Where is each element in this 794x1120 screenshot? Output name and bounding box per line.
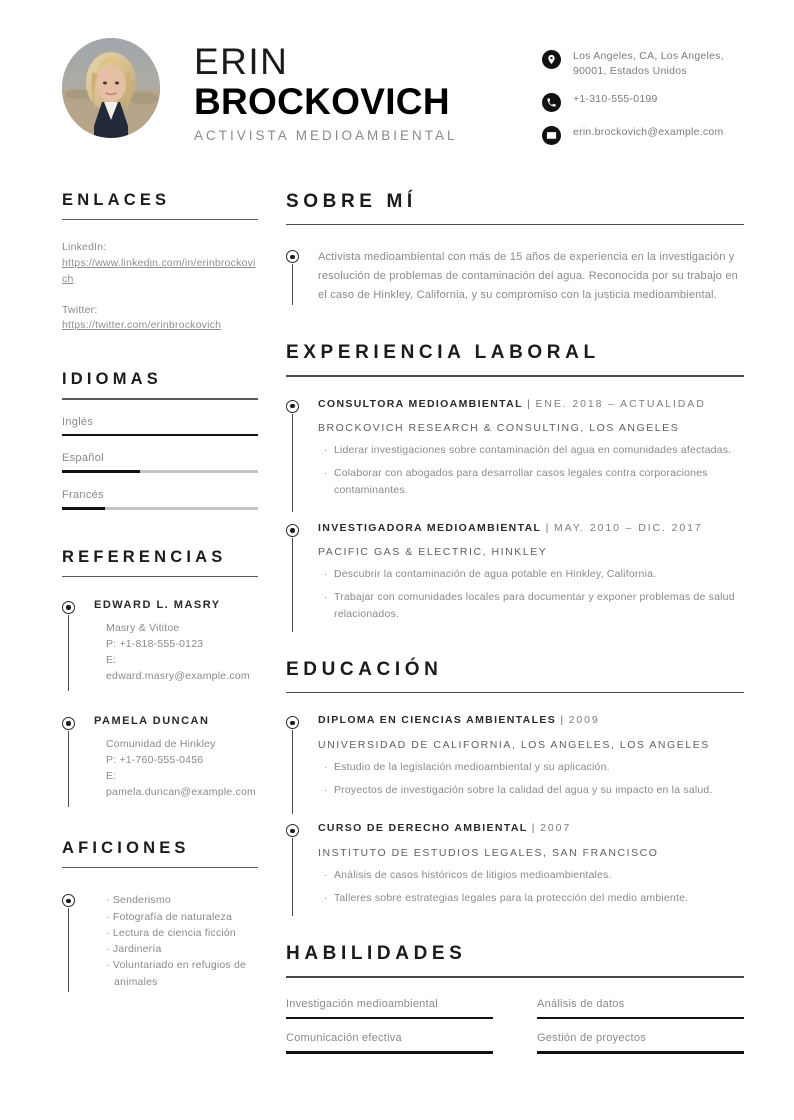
education-degree: DIPLOMA EN CIENCIAS AMBIENTALES xyxy=(318,714,557,727)
experience-date: ENE. 2018 – ACTUALIDAD xyxy=(535,397,706,410)
timeline-marker-icon xyxy=(286,824,299,837)
resume-body xyxy=(0,191,794,1067)
about-text: Activista medioambiental con más de 15 años de experiencia en la investigación y resolución de problemas de contaminación del agua. Reconocida por su trabajo en el caso de Hinkley, California, y su compromiso con la justicia medioambiental. xyxy=(318,251,739,302)
timeline-line xyxy=(292,264,293,305)
timeline-marker-icon xyxy=(62,717,75,730)
main-column xyxy=(286,191,744,1067)
name-block xyxy=(194,38,494,143)
location-pin-icon xyxy=(542,50,561,69)
address-text: Los Angeles, CA, Los Angeles, 90001, Estados Unidos xyxy=(573,50,724,77)
experience-bullets xyxy=(318,442,744,498)
link-item xyxy=(62,240,258,287)
timeline-marker-icon xyxy=(286,716,299,729)
education-date: 2009 xyxy=(568,714,600,727)
section-rule xyxy=(62,219,258,221)
section-rule xyxy=(286,692,744,694)
section-title-about: SOBRE MÍ xyxy=(286,190,417,212)
section-references xyxy=(62,548,258,801)
skill-name: Análisis de datos xyxy=(537,997,625,1010)
section-rule xyxy=(62,576,258,578)
section-hobbies xyxy=(62,839,258,990)
timeline-line xyxy=(68,908,69,992)
bullet-item: · Trabajar con comunidades locales para documentar y exponer problemas de salud relacionados. xyxy=(324,591,735,620)
education-item xyxy=(286,822,744,906)
section-title-experience: EXPERIENCIA LABORAL xyxy=(286,342,600,364)
reference-org: Comunidad de Hinkley xyxy=(106,737,216,750)
reference-email: E: edward.masry@example.com xyxy=(106,654,250,682)
language-bar xyxy=(62,470,258,473)
timeline-marker-icon xyxy=(62,601,75,614)
timeline-marker-icon xyxy=(286,250,299,263)
list-item: · Fotografía de naturaleza xyxy=(106,910,233,923)
contact-block xyxy=(542,38,744,145)
education-org: INSTITUTO DE ESTUDIOS LEGALES, SAN FRANCISCO xyxy=(318,846,659,859)
section-title-languages: IDIOMAS xyxy=(62,370,162,389)
bullet-item: · Proyectos de investigación sobre la calidad del agua y su impacto en la salud. xyxy=(324,784,713,797)
bullet-item: · Talleres sobre estrategias legales para la protección del medio ambiente. xyxy=(324,891,689,904)
bullet-item: · Análisis de casos históricos de litigios medioambientales. xyxy=(324,868,612,881)
skill-name: Gestión de proyectos xyxy=(537,1032,646,1045)
reference-name: EDWARD L. MASRY xyxy=(94,599,221,612)
skill-bar-fill xyxy=(286,1051,493,1054)
first-name: ERIN xyxy=(194,41,289,82)
section-title-references: REFERENCIAS xyxy=(62,547,227,566)
reference-phone: P: +1-818-555-0123 xyxy=(106,638,204,651)
timeline-marker-icon xyxy=(286,524,299,537)
reference-details xyxy=(94,737,258,801)
section-title-education: EDUCACIÓN xyxy=(286,658,443,680)
list-item: · Senderismo xyxy=(106,894,171,907)
timeline-line xyxy=(292,538,293,632)
section-about xyxy=(286,191,744,305)
contact-email xyxy=(542,125,744,145)
link-label: LinkedIn: xyxy=(62,241,107,254)
bullet-item: · Estudio de la legislación medioambiental y su aplicación. xyxy=(324,760,610,773)
skills-grid xyxy=(286,998,744,1067)
email-text: erin.brockovich@example.com xyxy=(573,125,724,138)
timeline-marker-icon xyxy=(62,894,75,907)
experience-item xyxy=(286,398,744,498)
sidebar-column xyxy=(62,191,258,1067)
section-title-skills: HABILIDADES xyxy=(286,943,467,965)
language-bar-fill xyxy=(62,507,105,510)
skill-item xyxy=(537,1032,744,1054)
twitter-link[interactable]: https://twitter.com/erinbrockovich xyxy=(62,319,222,332)
timeline-line xyxy=(292,730,293,814)
skill-bar xyxy=(286,1017,493,1020)
education-item xyxy=(286,714,744,798)
reference-phone: P: +1-760-555-0456 xyxy=(106,753,204,766)
section-skills xyxy=(286,943,744,1067)
timeline-line xyxy=(68,731,69,807)
section-languages xyxy=(62,370,258,509)
language-bar xyxy=(62,434,258,437)
education-degree: CURSO DE DERECHO AMBIENTAL xyxy=(318,822,528,835)
education-title: DIPLOMA EN CIENCIAS AMBIENTALES | 2009 xyxy=(318,714,600,727)
skill-bar-fill xyxy=(537,1017,744,1020)
reference-details xyxy=(94,621,258,685)
experience-role: INVESTIGADORA MEDIOAMBIENTAL xyxy=(318,521,542,534)
skill-name: Investigación medioambiental xyxy=(286,997,438,1010)
section-experience xyxy=(286,342,744,622)
section-education xyxy=(286,659,744,906)
list-item: · Voluntariado en refugios de animales xyxy=(106,959,247,988)
education-bullets xyxy=(318,759,744,799)
experience-title: INVESTIGADORA MEDIOAMBIENTAL | MAY. 2010 – DIC. 2017 xyxy=(318,521,703,534)
experience-item xyxy=(286,522,744,622)
timeline-line xyxy=(292,838,293,916)
reference-item xyxy=(62,599,258,685)
language-name: Español xyxy=(62,452,104,465)
skill-item xyxy=(286,998,493,1020)
timeline-line xyxy=(292,414,293,512)
link-label: Twitter: xyxy=(62,303,98,316)
language-item xyxy=(62,416,258,437)
hobby-group xyxy=(62,892,258,990)
envelope-icon xyxy=(542,126,561,145)
bullet-item: · Descubrir la contaminación de agua potable en Hinkley, California. xyxy=(324,568,657,581)
education-title: CURSO DE DERECHO AMBIENTAL | 2007 xyxy=(318,822,572,835)
last-name: BROCKOVICH xyxy=(194,80,450,122)
language-name: Inglés xyxy=(62,415,94,428)
list-item: · Jardinería xyxy=(106,943,162,956)
hobby-list xyxy=(94,892,258,990)
language-name: Francés xyxy=(62,488,104,501)
section-title-hobbies: AFICIONES xyxy=(62,838,190,857)
language-bar xyxy=(62,507,258,510)
experience-date: MAY. 2010 – DIC. 2017 xyxy=(553,521,703,534)
experience-role: CONSULTORA MEDIOAMBIENTAL xyxy=(318,397,523,410)
education-bullets xyxy=(318,867,744,907)
bullet-item: · Liderar investigaciones sobre contaminación del agua en comunidades afectadas. xyxy=(324,444,732,456)
section-links xyxy=(62,191,258,334)
section-rule xyxy=(62,398,258,400)
language-item xyxy=(62,452,258,473)
language-bar-fill xyxy=(62,434,258,437)
phone-icon xyxy=(542,93,561,112)
experience-bullets xyxy=(318,566,744,622)
link-item xyxy=(62,303,258,335)
reference-item xyxy=(62,715,258,801)
language-bar-fill xyxy=(62,470,140,473)
list-item: · Lectura de ciencia ficción xyxy=(106,926,236,939)
profile-photo xyxy=(62,38,160,138)
skill-bar-fill xyxy=(537,1051,744,1054)
section-rule xyxy=(62,867,258,869)
linkedin-link[interactable]: https://www.linkedin.com/in/erinbrockovich xyxy=(62,257,256,285)
section-rule xyxy=(286,224,744,226)
timeline-line xyxy=(68,615,69,691)
section-rule xyxy=(286,976,744,978)
experience-org: PACIFIC GAS & ELECTRIC, HINKLEY xyxy=(318,546,548,559)
language-item xyxy=(62,489,258,510)
reference-org: Masry & Vititoe xyxy=(106,622,180,635)
skill-item xyxy=(537,998,744,1020)
about-block xyxy=(286,248,744,305)
job-title: ACTIVISTA MEDIOAMBIENTAL xyxy=(194,128,458,144)
experience-title: CONSULTORA MEDIOAMBIENTAL | ENE. 2018 – ACTUALIDAD xyxy=(318,397,706,410)
education-org: UNIVERSIDAD DE CALIFORNIA, LOS ANGELES, LOS ANGELES xyxy=(318,739,710,752)
skill-item xyxy=(286,1032,493,1054)
skill-bar-fill xyxy=(286,1017,493,1020)
reference-name: PAMELA DUNCAN xyxy=(94,714,210,727)
avatar xyxy=(62,38,160,138)
contact-phone xyxy=(542,92,744,112)
phone-text: +1-310-555-0199 xyxy=(573,92,658,105)
timeline-marker-icon xyxy=(286,400,299,413)
education-date: 2007 xyxy=(540,822,572,835)
bullet-item: · Colaborar con abogados para desarrollar casos legales contra corporaciones contaminantes. xyxy=(324,467,708,496)
skill-bar xyxy=(537,1017,744,1020)
skill-bar xyxy=(286,1051,493,1054)
skill-bar xyxy=(537,1051,744,1054)
section-title-links: ENLACES xyxy=(62,190,171,209)
contact-address xyxy=(542,49,744,79)
section-rule xyxy=(286,375,744,377)
skill-name: Comunicación efectiva xyxy=(286,1032,402,1045)
resume-header xyxy=(0,0,794,145)
experience-org: BROCKOVICH RESEARCH & CONSULTING, LOS ANGELES xyxy=(318,422,680,435)
reference-email: E: pamela.duncan@example.com xyxy=(106,769,256,798)
